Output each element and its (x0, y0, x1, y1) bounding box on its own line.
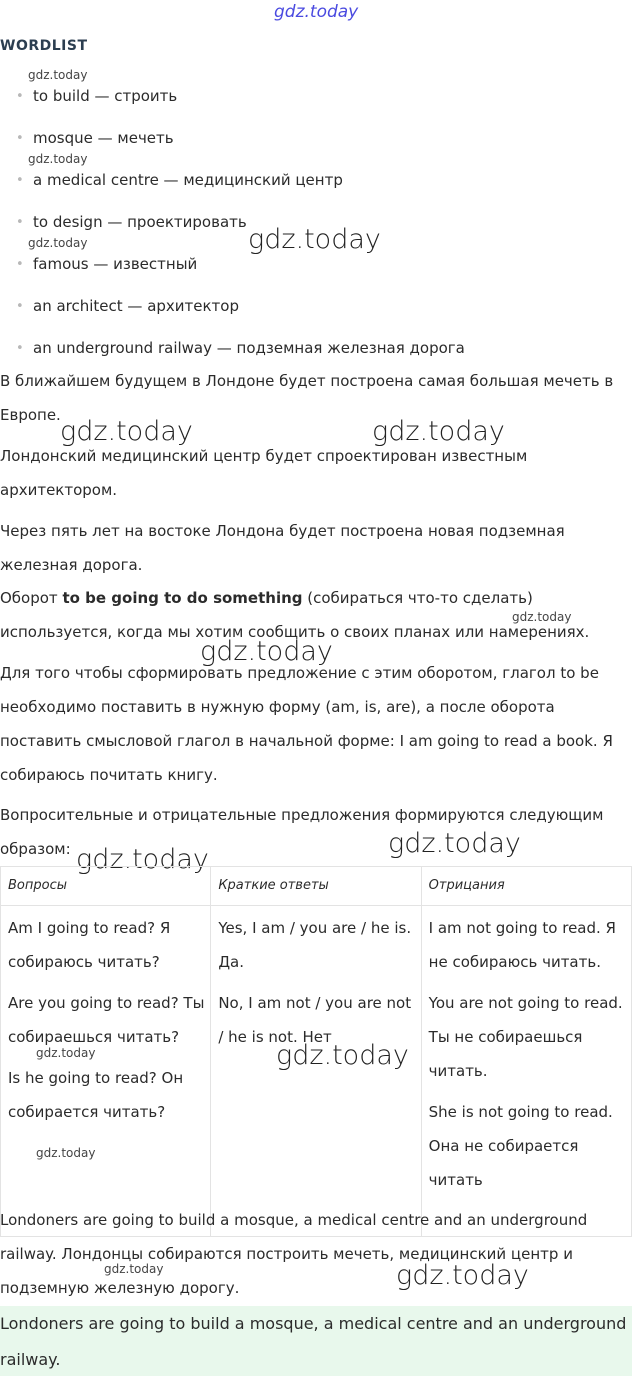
short-answer: Yes, I am / you are / he is. Да. (218, 919, 412, 971)
paragraph: В ближайшем будущем в Лондоне будет построена самая большая мечеть в Европе. (0, 372, 614, 424)
watermark: gdz.today (274, 2, 359, 22)
list-item: • an architect — архитектор (0, 292, 465, 334)
watermark: gdz.today (104, 1262, 164, 1276)
wordlist-title: WORDLIST (0, 38, 88, 54)
watermark: gdz.today (28, 68, 88, 82)
watermark: gdz.today (28, 236, 88, 250)
negation: You are not going to read. Ты не собираешься читать. (428, 994, 623, 1080)
table-header: Отрицания (421, 867, 631, 906)
paragraph: Вопросительные и отрицательные предложения формируются следующим образом: (0, 806, 604, 858)
list-item: • to design — проектировать (0, 208, 465, 250)
list-item: • to build — строить (0, 82, 465, 124)
watermark: gdz.today (76, 844, 209, 875)
list-item: • mosque — мечеть (0, 124, 465, 166)
negations-cell (421, 906, 631, 1237)
paragraph: Londoners are going to build a mosque, a medical centre and an underground railway. Лондонцы собираются построить мечеть, медицинский центр и подземную железную дорогу. (0, 1211, 588, 1297)
watermark: gdz.today (388, 828, 521, 859)
watermark: gdz.today (28, 152, 88, 166)
watermark: gdz.today (372, 416, 505, 447)
paragraph: Через пять лет на востоке Лондона будет построена новая подземная железная дорога. (0, 522, 565, 574)
watermark: gdz.today (396, 1260, 529, 1291)
watermark: gdz.today (60, 416, 193, 447)
question: Are you going to read? Ты собираешься читать? (8, 994, 205, 1046)
question: Am I going to read? Я собираюсь читать? (8, 919, 171, 971)
watermark: gdz.today (276, 1040, 409, 1071)
paragraph: Лондонский медицинский центр будет спроектирован известным архитектором. (0, 447, 528, 499)
table-header: Краткие ответы (211, 867, 421, 906)
paragraph: Для того чтобы сформировать предложение с этим оборотом, глагол to be необходимо поставить в нужную форму (am, is, are), а после оборота поставить смысловой глагол в начальной форме: I am going to read a book. Я собираюсь почитать книгу. (0, 664, 613, 784)
paragraph: Оборот to be going to do something (собираться что-то сделать) используется, когда мы хотим сообщить о своих планах или намерениях. (0, 589, 590, 641)
watermark: gdz.today (512, 610, 572, 624)
watermark: gdz.today (200, 636, 333, 667)
watermark: gdz.today (36, 1046, 96, 1060)
table-header: Вопросы (1, 867, 211, 906)
list-item: • a medical centre — медицинский центр (0, 166, 465, 208)
question: Is he going to read? Он собирается читать? (8, 1069, 184, 1121)
negation: She is not going to read. Она не собирается читать (428, 1103, 613, 1189)
short-answer: No, I am not / you are not / he is not. Нет (218, 994, 412, 1046)
answer-block: Londoners are going to build a mosque, a medical centre and an underground railway. (0, 1306, 632, 1376)
watermark: gdz.today (248, 224, 381, 255)
table-row (1, 906, 632, 1237)
watermark: gdz.today (36, 1146, 96, 1160)
negation: I am not going to read. Я не собираюсь читать. (428, 919, 616, 971)
wordlist (0, 82, 465, 376)
answers-cell (211, 906, 421, 1237)
questions-cell (1, 906, 211, 1237)
phrase-bold: to be going to do something (62, 589, 303, 607)
list-item: • famous — известный (0, 250, 465, 292)
list-item: • an underground railway — подземная железная дорога (0, 334, 465, 376)
